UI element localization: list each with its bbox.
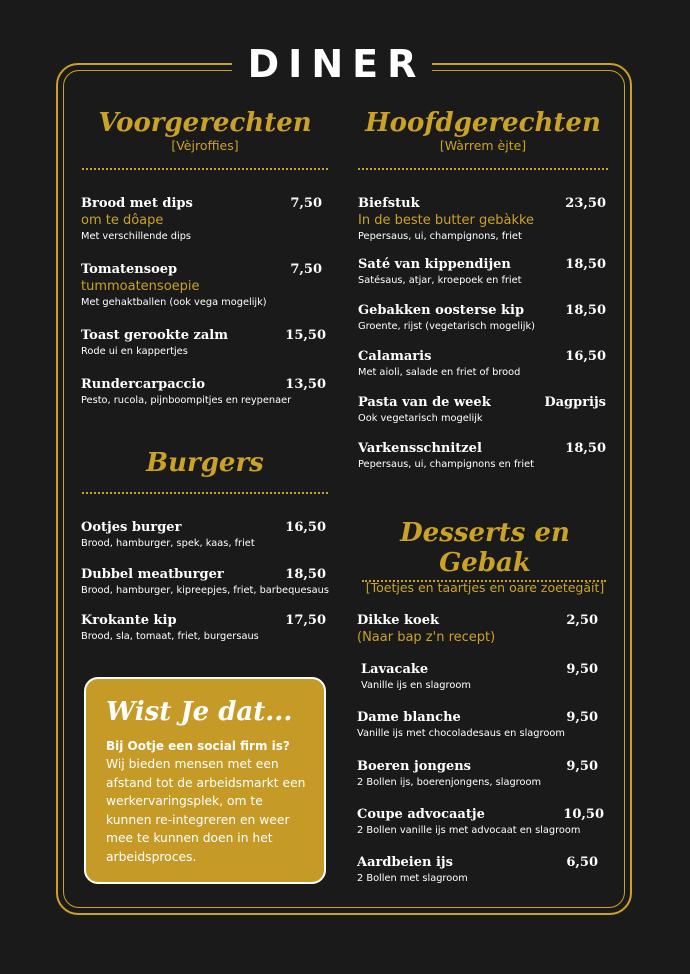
item-description: Pepersaus, ui, champignons, friet <box>358 231 522 242</box>
menu-item <box>357 710 598 741</box>
menu-item <box>81 613 326 644</box>
info-box-lead: Bij Ootje een social firm is? <box>106 739 290 753</box>
item-name: Ootjes burger <box>81 520 182 535</box>
item-name: Toast gerookte zalm <box>81 328 228 343</box>
item-price: 6,50 <box>566 855 598 870</box>
item-description: Groente, rijst (vegetarisch mogelijk) <box>358 321 536 332</box>
menu-item <box>357 759 598 790</box>
menu-item <box>81 377 326 408</box>
item-name: Calamaris <box>358 349 432 364</box>
menu-item <box>81 262 326 310</box>
menu-item <box>81 328 326 359</box>
menu-item <box>357 807 604 838</box>
divider <box>82 492 328 494</box>
hoofdgerechten-heading: Hoofdgerechten <box>365 108 601 138</box>
item-description: Pesto, rucola, pijnboompitjes en reypenaer <box>81 395 292 406</box>
item-dialect-name: om te dôape <box>81 213 164 228</box>
item-description: Ook vegetarisch mogelijk <box>358 413 483 424</box>
item-name: Pasta van de week <box>358 395 491 410</box>
menu-item <box>358 441 606 472</box>
item-price: 17,50 <box>285 613 326 628</box>
item-price: 9,50 <box>566 710 598 725</box>
item-name: Saté van kippendijen <box>358 257 511 272</box>
desserts-heading: Desserts en Gebak <box>400 518 570 578</box>
info-box-body: Wij bieden mensen met een afstand tot de arbeidsmarkt een werkervaringsplek, om te kunnen re-integreren en weer mee te kunnen doen in het arbeidsproces. <box>106 757 306 864</box>
item-name: Gebakken oosterse kip <box>358 303 525 318</box>
item-price: 18,50 <box>565 303 606 318</box>
item-price: 13,50 <box>285 377 326 392</box>
item-price: 7,50 <box>290 262 322 277</box>
item-description: Brood, sla, tomaat, friet, burgersaus <box>81 631 259 642</box>
item-description: 2 Bollen ijs, boerenjongens, slagroom <box>357 777 542 788</box>
item-description: Pepersaus, ui, champignons en friet <box>358 459 535 470</box>
menu-item <box>81 196 326 244</box>
item-dialect-name: In de beste butter gebàkke <box>358 213 535 228</box>
item-description: Met aioli, salade en friet of brood <box>358 367 521 378</box>
item-price: 18,50 <box>565 441 606 456</box>
item-description: Rode ui en kappertjes <box>81 346 188 357</box>
voorgerechten-header <box>82 108 328 154</box>
item-name: Biefstuk <box>358 196 420 211</box>
menu-item <box>358 349 606 380</box>
item-description: 2 Bollen met slagroom <box>357 873 468 884</box>
divider <box>358 168 608 170</box>
item-name: Dubbel meatburger <box>81 567 224 582</box>
info-box-title: Wist Je dat... <box>106 697 293 727</box>
item-price: 23,50 <box>565 196 606 211</box>
item-description: Met verschillende dips <box>81 231 192 242</box>
hoofdgerechten-header <box>358 108 608 154</box>
item-name: Aardbeien ijs <box>357 855 453 870</box>
item-name: Varkensschnitzel <box>358 441 482 456</box>
desserts-header <box>354 518 616 596</box>
page-title: DINER <box>232 38 432 90</box>
menu-item <box>361 662 598 693</box>
item-price: 9,50 <box>566 662 598 677</box>
menu-item <box>358 303 606 334</box>
item-price: 15,50 <box>285 328 326 343</box>
desserts-subheading: [Toetjes en taartjes en oare zoetegâit] <box>365 580 605 595</box>
item-description: Satésaus, atjar, kroepoek en friet <box>358 275 522 286</box>
item-name: Dikke koek <box>357 613 439 628</box>
burgers-header <box>82 448 328 478</box>
menu-item <box>358 257 606 288</box>
item-price: 9,50 <box>566 759 598 774</box>
voorgerechten-subheading: [Vèjroffies] <box>171 138 239 153</box>
menu-item <box>357 613 598 646</box>
item-price: 2,50 <box>566 613 598 628</box>
burgers-heading: Burgers <box>146 448 264 478</box>
item-price: 18,50 <box>565 257 606 272</box>
item-name: Tomatensoep <box>81 262 178 277</box>
item-description: Vanille ijs en slagroom <box>361 680 471 691</box>
info-box <box>84 677 326 884</box>
item-name: Rundercarpaccio <box>81 377 206 392</box>
item-description: Brood, hamburger, kipreepjes, friet, barbequesaus <box>81 585 329 596</box>
menu-item <box>358 395 606 426</box>
item-price: 7,50 <box>290 196 322 211</box>
item-name: Lavacake <box>361 662 429 677</box>
menu-item <box>81 520 326 551</box>
item-description: 2 Bollen vanille ijs met advocaat en slagroom <box>357 825 581 836</box>
item-name: Brood met dips <box>81 196 193 211</box>
item-description: Vanille ijs met chocoladesaus en slagroom <box>357 728 565 739</box>
item-price: 16,50 <box>565 349 606 364</box>
item-name: Coupe advocaatje <box>357 807 485 822</box>
item-dialect-name: tummoatensoepie <box>81 279 200 294</box>
item-price: 16,50 <box>285 520 326 535</box>
voorgerechten-heading: Voorgerechten <box>98 108 312 138</box>
menu-item <box>357 855 598 886</box>
hoofdgerechten-subheading: [Wàrrem èjte] <box>439 138 527 153</box>
item-price: Dagprijs <box>544 395 606 410</box>
item-name: Dame blanche <box>357 710 461 725</box>
item-name: Krokante kip <box>81 613 177 628</box>
item-price: 10,50 <box>563 807 604 822</box>
item-dialect-name: (Naar bap z'n recept) <box>357 630 496 645</box>
menu-item <box>81 567 329 598</box>
item-price: 18,50 <box>285 567 326 582</box>
item-description: Brood, hamburger, spek, kaas, friet <box>81 538 255 549</box>
divider <box>362 580 606 582</box>
divider <box>82 168 328 170</box>
menu-item <box>358 196 606 244</box>
item-name: Boeren jongens <box>357 759 471 774</box>
item-description: Met gehaktballen (ook vega mogelijk) <box>81 297 267 308</box>
